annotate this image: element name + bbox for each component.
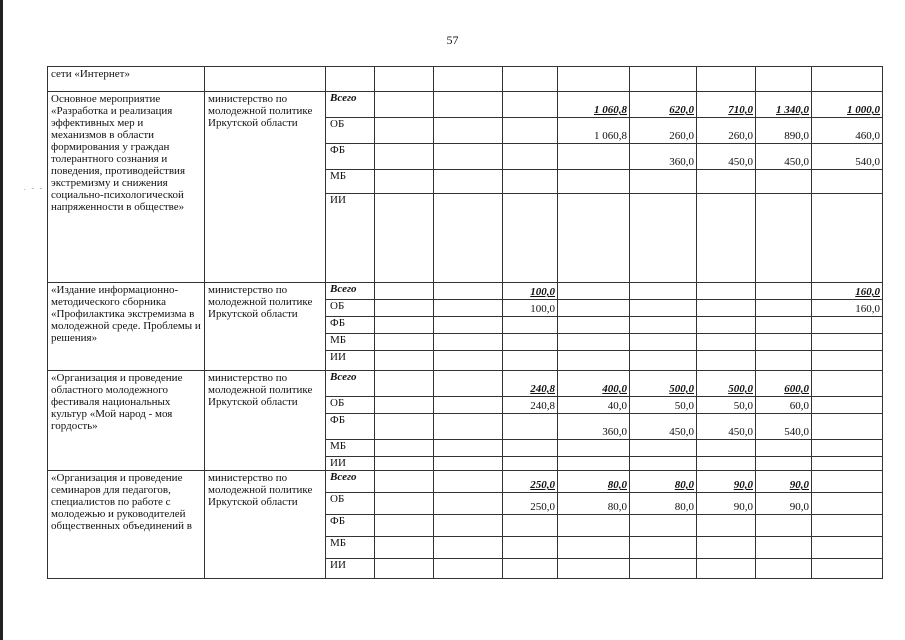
- amount-cell: [697, 194, 756, 283]
- funding-source: МБ: [326, 537, 375, 559]
- amount-cell: [375, 144, 434, 170]
- amount-cell: [434, 440, 503, 457]
- amount-cell: [558, 515, 630, 537]
- amount-cell: [503, 457, 558, 471]
- amount-cell: [434, 515, 503, 537]
- funding-source: ОБ: [326, 300, 375, 317]
- amount-cell: [434, 118, 503, 144]
- amount-cell: [434, 317, 503, 334]
- amount-cell: [630, 559, 697, 579]
- amount-cell: 90,0: [756, 493, 812, 515]
- amount-cell: [503, 351, 558, 371]
- amount-cell: [558, 457, 630, 471]
- amount-cell: [756, 334, 812, 351]
- amount-cell: [812, 440, 883, 457]
- amount-cell: [812, 559, 883, 579]
- amount-cell: 90,0: [756, 471, 812, 493]
- amount-cell: 50,0: [697, 397, 756, 414]
- amount-cell: [756, 440, 812, 457]
- amount-cell: [434, 371, 503, 397]
- amount-cell: [375, 440, 434, 457]
- amount-cell: [558, 317, 630, 334]
- amount-cell: 500,0: [630, 371, 697, 397]
- amount-cell: 240,8: [503, 371, 558, 397]
- amount-cell: [434, 457, 503, 471]
- amount-cell: [558, 559, 630, 579]
- amount-cell: 1 340,0: [756, 92, 812, 118]
- table-row: [48, 471, 883, 493]
- amount-cell: [375, 537, 434, 559]
- activity-description: Основное мероприятие «Разработка и реализация эффективных мер и механизмов в области формирования у граждан толерантного сознания и поведения, противодействия экстремизму и снижения социально-психологической напряженности в обществе»: [48, 92, 205, 283]
- amount-cell: [558, 144, 630, 170]
- amount-cell: [630, 537, 697, 559]
- amount-cell: [756, 515, 812, 537]
- funding-source: ОБ: [326, 493, 375, 515]
- table-row: [48, 92, 883, 118]
- amount-cell: [503, 334, 558, 351]
- funding-source: МБ: [326, 440, 375, 457]
- amount-cell: 90,0: [697, 471, 756, 493]
- amount-cell: 1 000,0: [812, 92, 883, 118]
- amount-cell: [756, 283, 812, 300]
- amount-cell: [812, 493, 883, 515]
- amount-cell: 600,0: [756, 371, 812, 397]
- amount-cell: [630, 334, 697, 351]
- amount-cell: 80,0: [558, 471, 630, 493]
- amount-cell: [697, 440, 756, 457]
- amount-cell: [756, 457, 812, 471]
- amount-cell: [630, 440, 697, 457]
- continuation-row: [48, 67, 883, 92]
- table-row: [48, 283, 883, 300]
- funding-source: МБ: [326, 170, 375, 194]
- amount-cell: [503, 118, 558, 144]
- amount-cell: 160,0: [812, 300, 883, 317]
- amount-cell: [503, 194, 558, 283]
- amount-cell: [434, 283, 503, 300]
- amount-cell: [697, 334, 756, 351]
- amount-cell: 260,0: [697, 118, 756, 144]
- amount-cell: [503, 92, 558, 118]
- responsible-executor: министерство по молодежной политике Иркутской области: [205, 283, 326, 371]
- amount-cell: [630, 170, 697, 194]
- funding-source: ИИ: [326, 351, 375, 371]
- amount-cell: [375, 351, 434, 371]
- amount-cell: [434, 414, 503, 440]
- amount-cell: [630, 283, 697, 300]
- amount-cell: [375, 317, 434, 334]
- amount-cell: [630, 351, 697, 371]
- amount-cell: [558, 283, 630, 300]
- amount-cell: [812, 351, 883, 371]
- amount-cell: 450,0: [697, 414, 756, 440]
- amount-cell: [434, 537, 503, 559]
- funding-source: ОБ: [326, 118, 375, 144]
- amount-cell: 400,0: [558, 371, 630, 397]
- amount-cell: [630, 300, 697, 317]
- scan-artifact: . - -: [24, 184, 44, 192]
- amount-cell: 250,0: [503, 471, 558, 493]
- amount-cell: [697, 537, 756, 559]
- amount-cell: [503, 559, 558, 579]
- funding-source: Всего: [326, 471, 375, 493]
- amount-cell: [434, 493, 503, 515]
- amount-cell: [812, 371, 883, 397]
- funding-source: Всего: [326, 371, 375, 397]
- amount-cell: [375, 92, 434, 118]
- amount-cell: 620,0: [630, 92, 697, 118]
- amount-cell: 890,0: [756, 118, 812, 144]
- amount-cell: [375, 493, 434, 515]
- amount-cell: [756, 351, 812, 371]
- amount-cell: [558, 170, 630, 194]
- amount-cell: [558, 334, 630, 351]
- amount-cell: 540,0: [812, 144, 883, 170]
- amount-cell: 50,0: [630, 397, 697, 414]
- amount-cell: [503, 144, 558, 170]
- amount-cell: [756, 537, 812, 559]
- amount-cell: [434, 194, 503, 283]
- amount-cell: [434, 170, 503, 194]
- amount-cell: [812, 317, 883, 334]
- funding-source: ФБ: [326, 144, 375, 170]
- amount-cell: [503, 515, 558, 537]
- page-left-border: [0, 0, 3, 640]
- amount-cell: [375, 471, 434, 493]
- amount-cell: [697, 170, 756, 194]
- activity-description: «Издание информационно-методического сборника «Профилактика экстремизма в молодежной среде. Проблемы и решения»: [48, 283, 205, 371]
- amount-cell: [375, 334, 434, 351]
- amount-cell: [756, 317, 812, 334]
- funding-source: ОБ: [326, 397, 375, 414]
- amount-cell: [697, 283, 756, 300]
- amount-cell: [756, 300, 812, 317]
- amount-cell: [558, 351, 630, 371]
- amount-cell: 1 060,8: [558, 92, 630, 118]
- continuation-description: сети «Интернет»: [48, 67, 205, 92]
- amount-cell: [812, 471, 883, 493]
- amount-cell: [812, 397, 883, 414]
- activity-description: «Организация и проведение областного молодежного фестиваля национальных культур «Мой народ - моя гордость»: [48, 371, 205, 471]
- amount-cell: [697, 457, 756, 471]
- amount-cell: [756, 170, 812, 194]
- funding-source: ИИ: [326, 194, 375, 283]
- amount-cell: 250,0: [503, 493, 558, 515]
- amount-cell: [697, 515, 756, 537]
- page-number: 57: [446, 33, 459, 47]
- amount-cell: [375, 118, 434, 144]
- amount-cell: [434, 334, 503, 351]
- amount-cell: [434, 144, 503, 170]
- funding-source: ФБ: [326, 414, 375, 440]
- amount-cell: 90,0: [697, 493, 756, 515]
- amount-cell: [558, 300, 630, 317]
- amount-cell: [503, 414, 558, 440]
- amount-cell: [434, 471, 503, 493]
- amount-cell: [558, 194, 630, 283]
- amount-cell: [812, 194, 883, 283]
- funding-source: МБ: [326, 334, 375, 351]
- amount-cell: [375, 371, 434, 397]
- amount-cell: 1 060,8: [558, 118, 630, 144]
- amount-cell: [630, 194, 697, 283]
- amount-cell: [375, 559, 434, 579]
- amount-cell: [375, 283, 434, 300]
- amount-cell: [697, 300, 756, 317]
- amount-cell: [503, 317, 558, 334]
- amount-cell: 500,0: [697, 371, 756, 397]
- responsible-executor: министерство по молодежной политике Иркутской области: [205, 471, 326, 579]
- amount-cell: [756, 559, 812, 579]
- amount-cell: 450,0: [756, 144, 812, 170]
- amount-cell: [812, 414, 883, 440]
- amount-cell: [434, 351, 503, 371]
- amount-cell: 460,0: [812, 118, 883, 144]
- activity-description: «Организация и проведение семинаров для педагогов, специалистов по работе с молодежью и руководителей общественных объединений в: [48, 471, 205, 579]
- amount-cell: 100,0: [503, 300, 558, 317]
- table-row: [48, 371, 883, 397]
- amount-cell: [558, 440, 630, 457]
- amount-cell: 260,0: [630, 118, 697, 144]
- amount-cell: 100,0: [503, 283, 558, 300]
- responsible-executor: министерство по молодежной политике Иркутской области: [205, 371, 326, 471]
- amount-cell: 160,0: [812, 283, 883, 300]
- amount-cell: 60,0: [756, 397, 812, 414]
- amount-cell: [812, 457, 883, 471]
- amount-cell: 80,0: [558, 493, 630, 515]
- amount-cell: [503, 170, 558, 194]
- amount-cell: [697, 351, 756, 371]
- funding-source: ИИ: [326, 559, 375, 579]
- amount-cell: [812, 537, 883, 559]
- budget-table: [47, 66, 883, 579]
- amount-cell: [558, 537, 630, 559]
- amount-cell: [697, 317, 756, 334]
- amount-cell: [434, 559, 503, 579]
- amount-cell: [375, 457, 434, 471]
- amount-cell: [375, 170, 434, 194]
- amount-cell: 710,0: [697, 92, 756, 118]
- amount-cell: [375, 194, 434, 283]
- amount-cell: 80,0: [630, 471, 697, 493]
- amount-cell: [375, 515, 434, 537]
- responsible-executor: министерство по молодежной политике Иркутской области: [205, 92, 326, 283]
- funding-source: ИИ: [326, 457, 375, 471]
- amount-cell: [503, 440, 558, 457]
- amount-cell: [503, 537, 558, 559]
- amount-cell: 360,0: [558, 414, 630, 440]
- amount-cell: 450,0: [630, 414, 697, 440]
- amount-cell: 540,0: [756, 414, 812, 440]
- amount-cell: 360,0: [630, 144, 697, 170]
- funding-source: Всего: [326, 92, 375, 118]
- amount-cell: [630, 317, 697, 334]
- amount-cell: [812, 170, 883, 194]
- amount-cell: 40,0: [558, 397, 630, 414]
- amount-cell: [756, 194, 812, 283]
- funding-source: ФБ: [326, 515, 375, 537]
- amount-cell: [375, 414, 434, 440]
- amount-cell: 80,0: [630, 493, 697, 515]
- amount-cell: [812, 515, 883, 537]
- amount-cell: 240,8: [503, 397, 558, 414]
- amount-cell: 450,0: [697, 144, 756, 170]
- amount-cell: [375, 397, 434, 414]
- amount-cell: [630, 457, 697, 471]
- amount-cell: [697, 559, 756, 579]
- amount-cell: [434, 300, 503, 317]
- amount-cell: [630, 515, 697, 537]
- funding-source: Всего: [326, 283, 375, 300]
- amount-cell: [812, 334, 883, 351]
- amount-cell: [434, 397, 503, 414]
- amount-cell: [375, 300, 434, 317]
- funding-source: ФБ: [326, 317, 375, 334]
- amount-cell: [434, 92, 503, 118]
